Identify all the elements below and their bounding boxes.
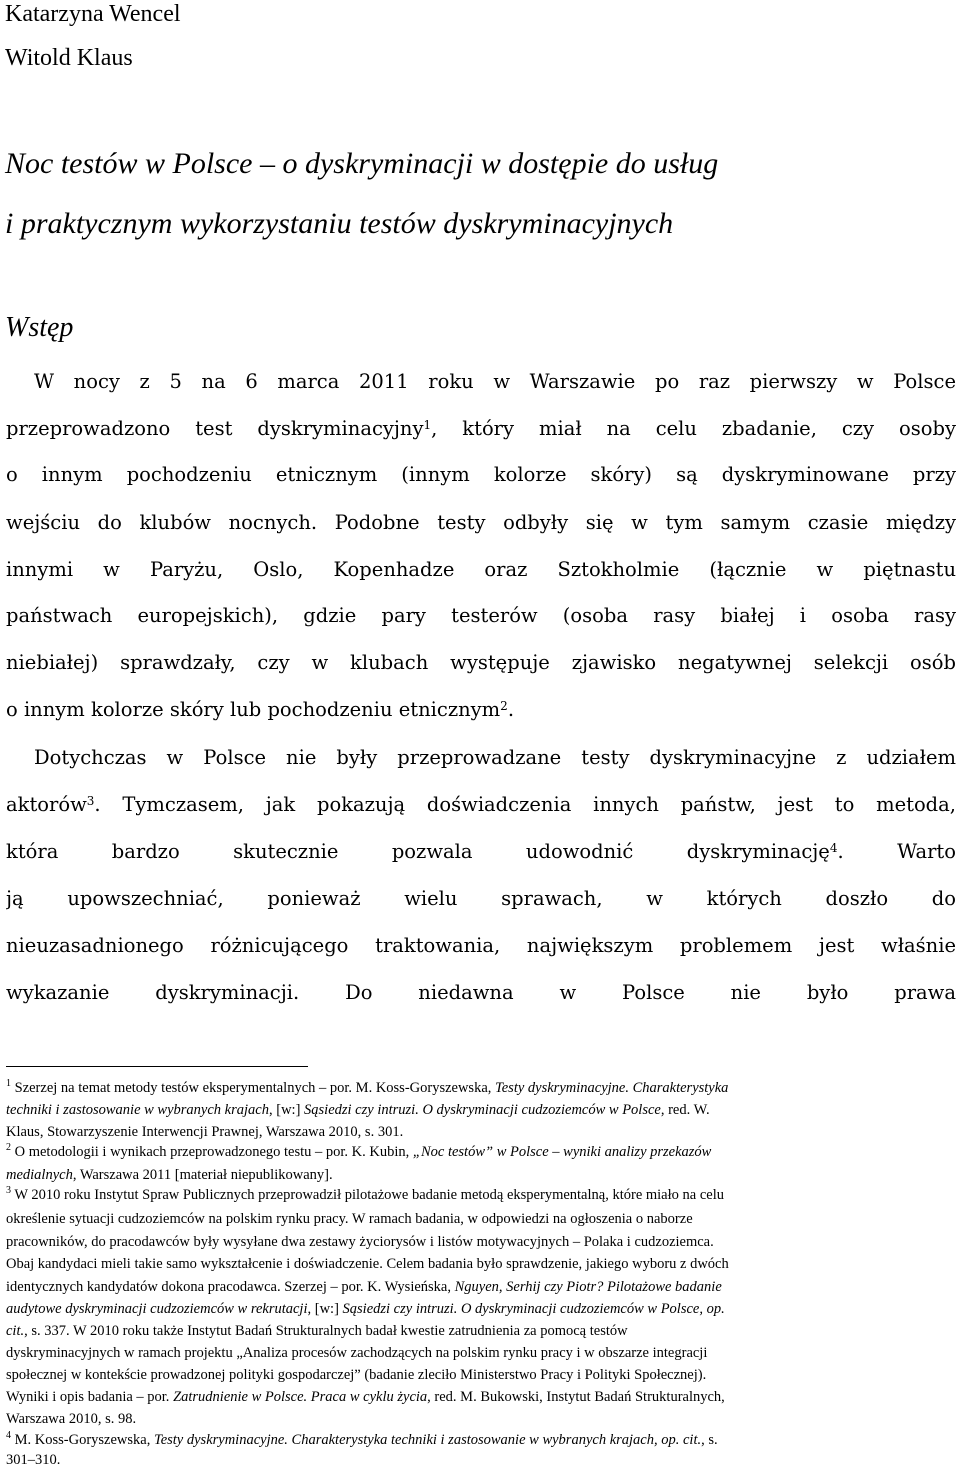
body-line: W nocy z 5 na 6 marca 2011 roku w Warszawie po raz pierwszy w Polsce	[34, 370, 956, 393]
footnote-line: dyskryminacyjnych w ramach projektu „Analiza procesów zachodzących na polskim rynku pracy i w obszarze integracji	[6, 1345, 708, 1361]
footnote-text: Szerzej na temat metody testów eksperymentalnych – por. M. Koss-Goryszewska,	[14, 1080, 496, 1096]
footnote-citation: Nguyen, Serhij czy Piotr? Pilotażowe badanie	[454, 1279, 722, 1295]
footnote-line: Klaus, Stowarzyszenie Interwencji Prawnej, Warszawa 2010, s. 301.	[6, 1124, 404, 1140]
body-line: nieuzasadnionego różnicującego traktowania, największym problemem jest właśnie	[6, 934, 956, 957]
body-line: o innym pochodzeniu etnicznym (innym kolorze skóry) są dyskryminowane przy	[6, 463, 956, 486]
footnote-citation: Zatrudnienie w Polsce. Praca w cyklu życia	[173, 1389, 428, 1405]
footnote-citation: medialnych	[6, 1167, 73, 1183]
body-line	[6, 415, 956, 443]
footnote-line: określenie sytuacji cudzoziemców na polskim rynku pracy. W ramach badania, w odpowiedzi na ogłoszenia o naborze	[6, 1211, 693, 1227]
section-heading: Wstęp	[5, 312, 74, 343]
footnote-text: , [w:]	[307, 1301, 343, 1317]
body-text: , który miał na celu zbadanie, czy osoby	[431, 417, 956, 440]
footnote-ref[interactable]: 4	[829, 840, 838, 855]
footnote-line: 301–310.	[6, 1452, 61, 1468]
footnote-line	[6, 1300, 956, 1318]
footnote-text: , Warszawa 2011 [materiał niepublikowany].	[72, 1167, 333, 1183]
footnote-line: pracowników, do pracodawców były wysyłane dwa zestawy życiorysów i listów motywacyjnych – Polaka i cudzoziemca.	[6, 1234, 714, 1250]
body-line: niebiałej) sprawdzały, czy w klubach występuje zjawisko negatywnej selekcji osób	[6, 651, 956, 674]
footnote-text: O metodologii i wynikach przeprowadzonego testu – por. K. Kubin,	[14, 1144, 413, 1160]
footnote-line	[6, 1322, 956, 1340]
body-line: państwach europejskich), gdzie pary testerów (osoba rasy białej i osoba rasy	[6, 604, 956, 627]
footnote-line	[6, 1166, 956, 1184]
footnote-citation: Testy dyskryminacyjne. Charakterystyka	[495, 1080, 729, 1096]
footnote-line	[6, 1079, 956, 1097]
footnote-text: M. Koss-Goryszewska,	[14, 1432, 154, 1448]
footnote-number: 2	[6, 1143, 11, 1154]
footnote-text: , s. 337. W 2010 roku także Instytut Badań Strukturalnych badał kwestie zatrudnienia za pomocą testów	[24, 1323, 628, 1339]
body-text: która bardzo skutecznie pozwala udowodnić dyskryminację	[6, 840, 830, 863]
body-line	[6, 696, 956, 724]
footnote-text: W 2010 roku Instytut Spraw Publicznych przeprowadził pilotażowe badanie metodą eksperymentalną, które miało na celu	[14, 1187, 724, 1203]
body-line	[6, 838, 956, 866]
body-line: wejściu do klubów nocnych. Podobne testy odbyły się w tym samym czasie między	[6, 511, 956, 534]
footnote-text: , red. W.	[660, 1102, 710, 1118]
author-name: Katarzyna Wencel	[5, 1, 181, 27]
body-text: aktorów	[6, 793, 87, 816]
footnote-line	[6, 1101, 956, 1119]
footnote-ref[interactable]: 3	[86, 793, 95, 808]
footnote-citation: audytowe dyskryminacji cudzoziemców w rekrutacji	[6, 1301, 308, 1317]
body-line: ją upowszechniać, ponieważ wielu sprawach, w których doszło do	[6, 887, 956, 910]
body-line: Dotychczas w Polsce nie były przeprowadzane testy dyskryminacyjne z udziałem	[34, 746, 956, 769]
footnote-separator	[6, 1066, 308, 1067]
footnote-text: , [w:]	[268, 1102, 305, 1118]
footnote-citation: Sąsiedzi czy intruzi. O dyskryminacji cudzoziemców w Polsce, op.	[342, 1301, 725, 1317]
footnote-text: Wyniki i opis badania – por.	[6, 1389, 174, 1405]
footnote-text: , red. M. Bukowski, Instytut Badań Strukturalnych,	[427, 1389, 725, 1405]
body-text: . Tymczasem, jak pokazują doświadczenia innych państw, jest to metoda,	[94, 793, 956, 816]
body-text: . Warto	[837, 840, 956, 863]
body-text: przeprowadzono test dyskryminacyjny	[6, 417, 424, 440]
footnote-line: Obaj kandydaci mieli takie samo wykształcenie i doświadczenie. Celem badania było sprawdzenie, jakiego wyboru z dwóch	[6, 1256, 729, 1272]
footnote-citation: techniki i zastosowanie w wybranych krajach	[6, 1102, 269, 1118]
author-name: Witold Klaus	[5, 45, 133, 71]
article-title-line-1: Noc testów w Polsce – o dyskryminacji w dostępie do usług	[5, 147, 719, 180]
article-title-line-2: i praktycznym wykorzystaniu testów dyskryminacyjnych	[5, 207, 674, 240]
body-line	[6, 791, 956, 819]
footnote-citation: Sąsiedzi czy intruzi. O dyskryminacji cudzoziemców w Polsce	[304, 1102, 661, 1118]
footnote-text: , s.	[701, 1432, 718, 1448]
body-line: wykazanie dyskryminacji. Do niedawna w Polsce nie było prawa	[6, 981, 956, 1004]
footnote-citation: „Noc testów” w Polsce – wyniki analizy przekazów	[412, 1144, 712, 1160]
body-text: .	[507, 698, 515, 721]
footnote-line	[6, 1431, 956, 1449]
footnote-number: 3	[6, 1186, 11, 1197]
body-line: innymi w Paryżu, Oslo, Kopenhadze oraz Sztokholmie (łącznie w piętnastu	[6, 558, 956, 581]
footnote-line	[6, 1388, 956, 1406]
footnote-ref[interactable]: 1	[423, 417, 432, 432]
footnote-number: 1	[6, 1079, 11, 1090]
footnote-line: Warszawa 2010, s. 98.	[6, 1411, 137, 1427]
footnote-citation: Testy dyskryminacyjne. Charakterystyka techniki i zastosowanie w wybranych krajach, op. cit.	[153, 1432, 702, 1448]
footnote-ref[interactable]: 2	[500, 698, 508, 713]
footnote-line	[6, 1278, 956, 1296]
footnote-line	[6, 1143, 956, 1161]
footnote-number: 4	[6, 1431, 11, 1442]
body-text: o innym kolorze skóry lub pochodzeniu etnicznym	[6, 698, 501, 721]
footnote-line	[6, 1186, 956, 1204]
footnote-citation: cit.	[6, 1323, 25, 1339]
footnote-text: identycznych kandydatów dokona pracodawca. Szerzej – por. K. Wysieńska,	[6, 1279, 455, 1295]
footnote-line: społecznej w kontekście prowadzonej polityki gospodarczej” (badanie zleciło Ministerstwo Pracy i Polityki Społecznej).	[6, 1367, 707, 1383]
